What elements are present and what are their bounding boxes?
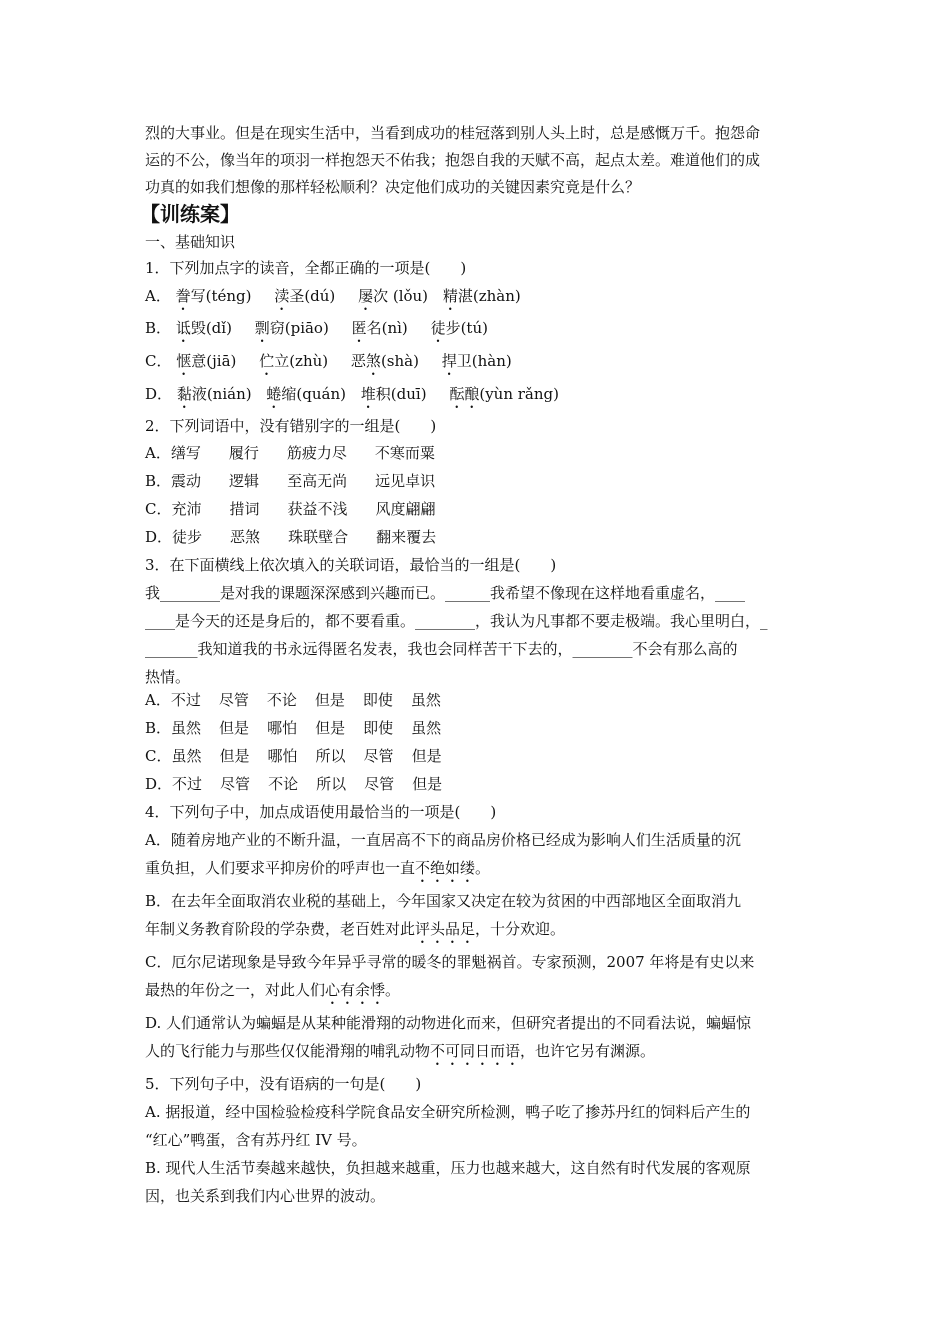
question-2-stem: 2．下列词语中，没有错别字的一组是( ) [145, 417, 437, 435]
intro-line: 运的不公，像当年的项羽一样抱怨天不佑我；抱怨自我的天赋不高，起点太差。难道他们的成 [145, 151, 761, 169]
question-4-stem: 4．下列句子中，加点成语使用最恰当的一项是( ) [145, 803, 497, 821]
q4-option-a-line1: A．随着房地产业的不断升温，一直居高不下的商品房价格已经成为影响人们生活质量的沉 [145, 831, 741, 849]
intro-line: 烈的大事业。但是在现实生活中，当看到成功的桂冠落到别人头上时，总是感慨万千。抱怨命 [145, 124, 761, 142]
q5-option-a-line2: “红心”鸭蛋，含有苏丹红 IV 号。 [145, 1131, 367, 1149]
dotted-idiom: 不可同日而语 [430, 1042, 521, 1060]
intro-line: 功真的如我们想像的那样轻松顺利？决定他们成功的关键因素究竟是什么？ [145, 178, 641, 196]
q4-option-b-line2: 年制义务教育阶段的学杂费，老百姓对此评头品足，十分欢迎。 [145, 920, 566, 938]
q4-option-d-line2: 人的飞行能力与那些仅仅能滑翔的哺乳动物不可同日而语，也许它另有渊源。 [145, 1042, 656, 1060]
q1-option-a: A． 誊写(téng) 渎圣(dú) 屡次 (lǒu) 精湛(zhàn) [145, 287, 521, 305]
q1-option-b: B． 诋毁(dǐ) 剽窃(piāo) 匿名(nì) 徒步(tú) [145, 319, 488, 337]
question-1-stem: 1．下列加点字的读音，全都正确的一项是( ) [145, 259, 467, 277]
dotted-idiom: 评头品足 [415, 920, 476, 938]
q4-option-c-line1: C．厄尔尼诺现象是导致今年异乎寻常的暖冬的罪魁祸首。专家预测，2007 年将是有史以来 [145, 953, 755, 971]
q3-passage-line: _______我知道我的书永远得匿名发表，我也会同样苦干下去的，________不会有那么高的 [145, 640, 738, 658]
q3-option-a: A．不过 尽管 不论 但是 即使 虽然 [145, 691, 441, 709]
q4-option-b-line1: B．在去年全面取消农业税的基础上，今年国家又决定在较为贫困的中西部地区全面取消九 [145, 892, 742, 910]
q1-option-d: D． 黏液(nián) 蜷缩(quán) 堆积(duī) 酝酿(yùn rǎng) [145, 385, 559, 403]
q3-passage-line: 热情。 [145, 668, 191, 686]
q1-option-c: C． 惬意(jiā) 伫立(zhù) 恶煞(shà) 捍卫(hàn) [145, 352, 512, 370]
q5-option-b-line1: B. 现代人生活节奏越来越快，负担越来越重，压力也越来越大，这自然有时代发展的客观原 [145, 1159, 751, 1177]
q3-option-b: B．虽然 但是 哪怕 但是 即使 虽然 [145, 719, 442, 737]
q3-passage-line: ____是今天的还是身后的，都不要看重。________，我认为凡事都不要走极端。我心里明白，_ [145, 612, 768, 630]
section-title: 【训练案】 [140, 202, 240, 226]
q4-option-a-line2: 重负担，人们要求平抑房价的呼声也一直不绝如缕。 [145, 859, 491, 877]
q5-option-b-line2: 因，也关系到我们内心世界的波动。 [145, 1187, 386, 1205]
dotted-idiom: 心有余悸 [325, 981, 386, 999]
q3-option-d: D．不过 尽管 不论 所以 尽管 但是 [145, 775, 443, 793]
dotted-idiom: 不绝如缕 [415, 859, 476, 877]
q4-option-d-line1: D. 人们通常认为蝙蝠是从某种能滑翔的动物进化而来，但研究者提出的不同看法说，蝙蝠惊 [145, 1014, 752, 1032]
q5-option-a-line1: A. 据报道，经中国检验检疫科学院食品安全研究所检测，鸭子吃了掺苏丹红的饲料后产生的 [145, 1103, 751, 1121]
q2-option-a: A．缮写 履行 筋疲力尽 不寒而粟 [145, 444, 435, 462]
q4-option-c-line2: 最热的年份之一，对此人们心有余悸。 [145, 981, 401, 999]
q2-option-c: C．充沛 措词 获益不浅 风度翩翩 [145, 500, 436, 518]
question-5-stem: 5．下列句子中，没有语病的一句是( ) [145, 1075, 422, 1093]
question-3-stem: 3．在下面横线上依次填入的关联词语，最恰当的一组是( ) [145, 556, 557, 574]
q3-option-c: C．虽然 但是 哪怕 所以 尽管 但是 [145, 747, 442, 765]
part-heading: 一、基础知识 [145, 233, 236, 251]
q2-option-b: B．震动 逻辑 至高无尚 远见卓识 [145, 472, 436, 490]
q2-option-d: D．徒步 恶煞 珠联壁合 翻来覆去 [145, 528, 437, 546]
q3-passage-line: 我________是对我的课题深深感到兴趣而已。______我希望不像现在这样地看重虚名，____ [145, 584, 746, 602]
